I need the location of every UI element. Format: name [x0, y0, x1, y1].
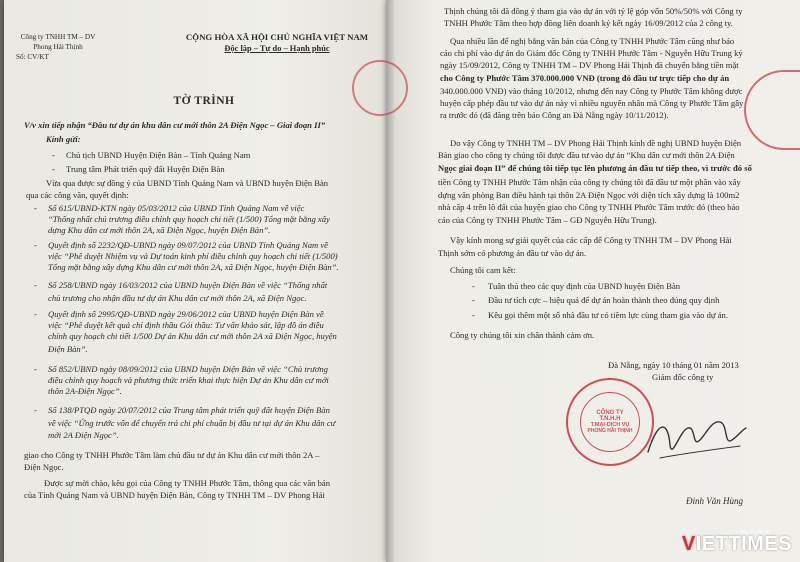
item-5-line-3: thôn 2A-Điện Ngọc”.: [48, 386, 122, 396]
item-1-line-3: dựng Khu dân cư mới thôn 2A, xã Điện Ngọc, huyện Điện Bàn”.: [48, 225, 271, 235]
item-4-line-3: chỉnh quy hoạch chi tiết 1/500 Dự án Khu dân cư mới thôn 2A xã Điện Ngọc, huyện: [48, 331, 337, 341]
commit-2: Đầu tư tích cực – hiệu quả để dự án hoàn thành theo đúng quy định: [488, 295, 720, 305]
doc-number: Số: CV/KT: [16, 53, 49, 61]
company-stamp-inner: [580, 392, 640, 452]
item-dash: -: [34, 364, 37, 374]
item-dash: -: [34, 203, 37, 213]
p2-line-2: cáo chi phí vào dự án do Giám đốc Công ty TNHH Phước Tâm - Nguyễn Hữu Trung ký: [440, 48, 743, 58]
org-name-line1: Công ty TNHH TM – DV: [20, 33, 96, 41]
p4-line-1: Vậy kính mong sự giải quyết của các cấp để Công ty TNHH TM – DV Phong Hải: [450, 235, 732, 245]
recipient-dash: -: [52, 150, 55, 160]
p3-line-3: Ngọc giai đoạn II” để chúng tôi tiếp tục lên phương án đầu tư tiếp theo, vì trước đó số: [438, 163, 752, 173]
item-6-line-2: về việc “Ứng trước vốn để chuyển trả chi phí chuẩn bị đầu tư tại dự án Khu dân cư: [48, 418, 336, 428]
item-1-line-1: Số 615/UBND-KTN ngày 05/03/2012 của UBND Tỉnh Quảng Nam về việc: [48, 203, 305, 213]
p4-line-2: Thịnh sớm có phương án đầu tư vào dự án.: [438, 248, 587, 258]
stamp-line-3: T.MẠI-DỊCH VỤ: [590, 422, 630, 428]
p3-line-5: dựng văn phòng Ban điều hành tại thôn 2A Điện Ngọc với diện tích xây dựng là 100m2: [438, 190, 740, 200]
item-2-line-1: Quyết định số 2232/QĐ-UBND ngày 09/07/2012 của UBND Tỉnh Quảng Nam về: [48, 240, 328, 250]
p1-line-1: Thịnh chúng tôi đã đồng ý tham gia vào dự án với tỷ lệ góp vốn 50%/50% với Công ty: [444, 6, 743, 16]
p2-line-4: cho Công ty Phước Tâm 370.000.000 VNĐ (trong đó đầu tư trực tiếp cho dự án: [440, 73, 730, 83]
p3-line-1: Do vậy Công ty TNHH TM – DV Phong Hải Thịnh kính đề nghị UBND huyện Điện: [450, 138, 742, 148]
recipient-dash: -: [52, 164, 55, 174]
item-5-line-1: Số 852/UBND ngày 08/09/2012 của UBND huyện Điện Bàn về việc “Chủ trương: [48, 364, 328, 374]
date-line: Đà Nẵng, ngày 10 tháng 01 năm 2013: [608, 360, 739, 370]
org-name-line2: Phong Hải Thịnh: [33, 43, 83, 51]
item-3-line-2: chủ trương cho nhận đầu tư dự án Khu dân cư mới thôn 2A, xã Điện Ngọc.: [48, 293, 307, 303]
p2-line-6: huyện cấp phép đầu tư vào dự án này vì nhiều nguyên nhân mà Công ty Phước Tâm gây: [440, 98, 744, 108]
item-6-line-1: Số 138/PTQĐ ngày 20/07/2012 của Trung tâm phát triển quỹ đất huyện Điện Bàn: [48, 405, 330, 415]
viettimes-logo-rest: IETTIMES: [695, 533, 792, 555]
document-page-right: [386, 0, 800, 562]
document-page-left: [4, 0, 392, 562]
intro-line-1: Vừa qua được sự đồng ý của UBND Tỉnh Quảng Nam và UBND huyện Điện Bàn: [46, 178, 329, 188]
p2-line-7: ra trước đó (đã đăng trên báo Công an Đà Nẵng ngày 10/11/2012).: [440, 110, 669, 120]
item-dash: -: [34, 309, 37, 319]
p2-line-5: 340.000.000 VNĐ) vào tháng 10/2012, nhưng đến nay Công ty Phước Tâm không được: [440, 86, 743, 96]
conclusion-line-2: Điện Ngọc.: [24, 462, 64, 472]
item-4-line-1: Quyết định số 2995/QĐ-UBND ngày 29/06/2012 của UBND huyện Điện Bàn về: [48, 309, 324, 319]
viettimes-logo: VIETTIMES: [681, 533, 792, 555]
commit-dash: -: [472, 295, 475, 305]
commit-3: Kêu gọi thêm một số nhà đầu tư có tiềm lực cùng tham gia vào dự án.: [488, 310, 728, 320]
nation-motto: Độc lập – Tự do – Hạnh phúc: [224, 44, 330, 53]
closing-line-2: của Tỉnh Quảng Nam và UBND huyện Điện Bàn, Công ty TNHH TM – DV Phong Hải: [24, 490, 325, 500]
watermark-tag: Tạp chí điện tử: [739, 529, 770, 534]
item-2-line-2: việc “Phê duyệt Nhiệm vụ và Dự toán kinh phí điều chỉnh quy hoạch chi tiết (1/500): [48, 251, 338, 261]
intro-line-2: qua các công văn, quyết định:: [26, 190, 129, 200]
recipient-1: Chủ tịch UBND Huyện Điện Bàn – Tỉnh Quảng Nam: [66, 150, 251, 160]
director-name: Đinh Văn Hùng: [686, 496, 743, 506]
conclusion-line-1: giao cho Công ty TNHH Phước Tâm làm chủ đầu tư dự án Khu dân cư mới thôn 2A –: [24, 450, 320, 460]
item-dash: -: [34, 405, 37, 415]
p3-line-7: cáo của Công ty TNHH Phước Tâm – GĐ Nguyễn Hữu Trung).: [438, 215, 657, 225]
item-dash: -: [34, 240, 37, 250]
p2-line-3: ngày 15/09/2012, Công ty TNHH TM – DV Phong Hải Thịnh đã chuyển bằng tiền mặt: [440, 60, 739, 70]
item-4-line-4: Điện Bàn”.: [48, 344, 88, 354]
recipient-2: Trung tâm Phát triển quỹ đất Huyện Điện Bàn: [66, 164, 225, 174]
item-4-line-2: việc “Phê duyệt kết quả chỉ định thầu Gói thầu: Tư vấn khảo sát, lập đồ án điều: [48, 320, 324, 330]
item-2-line-3: Tổng mặt bằng xây dựng Khu dân cư mới thôn 2A, xã Điện Ngọc, huyện Điện Bàn”.: [48, 262, 339, 272]
p2-line-1: Qua nhiều lần để nghị bằng văn bản của Công ty TNHH Phước Tâm cũng như báo: [450, 36, 735, 46]
doc-title: TỜ TRÌNH: [173, 95, 235, 107]
p3-line-4: tiền Công ty TNHH Phước Tâm nhận của công ty chúng tôi đã đầu tư một phần vào xây: [438, 177, 741, 187]
commit-dash: -: [472, 281, 475, 291]
item-6-line-3: mới 2A Điện Ngọc”.: [48, 430, 119, 440]
thanks-line: Công ty chúng tôi xin chân thành cảm ơn.: [450, 330, 595, 340]
director-title: Giám đốc công ty: [652, 372, 714, 382]
p3-line-2: Bàn giao cho công ty chúng tôi được đầu tư vào dự án “Khu dân cư mới thôn 2A Điện: [438, 150, 735, 160]
item-1-line-2: “Thống nhất chủ trương điều chỉnh quy hoạch chi tiết (1/500) Tổng mặt bằng xây: [48, 214, 330, 224]
commit-1: Tuân thủ theo các quy định của UBND huyện Điện Bàn: [488, 281, 681, 291]
p3-line-6: nhà cấp 4 trên lô đất của huyện giao cho Công ty TNHH Phước Tâm trước đó (theo báo: [438, 202, 740, 212]
stamp-line-4: PHONG HẢI THỊNH: [587, 428, 633, 434]
closing-line-1: Được sự mời chào, kêu gọi của Công ty TNHH Phước Tâm, thông qua các văn bản: [44, 478, 330, 488]
commit-dash: -: [472, 310, 475, 320]
greeting: Kính gửi:: [46, 134, 81, 144]
doc-subject: V/v xin tiếp nhận “Đầu tư dự án khu dân cư mới thôn 2A Điện Ngọc – Giai đoạn II”: [24, 120, 326, 130]
stamp-line-1: CÔNG TY: [596, 410, 624, 416]
item-5-line-2: điều chỉnh quy hoạch và phương thức triển khai thực hiện Dự án Khu dân cư mới: [48, 375, 329, 385]
item-3-line-1: Số 258/UBND ngày 16/03/2012 của UBND huyện Điện Bàn về việc “Thống nhất: [48, 280, 328, 290]
stamp-line-2: T.N.H.H: [599, 416, 621, 422]
commit-heading: Chúng tôi cam kết:: [450, 265, 516, 275]
nation-header: CỘNG HÒA XÃ HỘI CHỦ NGHĨA VIỆT NAM: [185, 32, 369, 42]
director-signature: [640, 400, 750, 470]
partial-stamp-middle: [352, 60, 408, 116]
p1-line-2: TNHH Phước Tâm theo hợp đồng liên doanh ký kết ngày 16/09/2012 của 2 công ty.: [444, 18, 733, 28]
item-dash: -: [34, 280, 37, 290]
